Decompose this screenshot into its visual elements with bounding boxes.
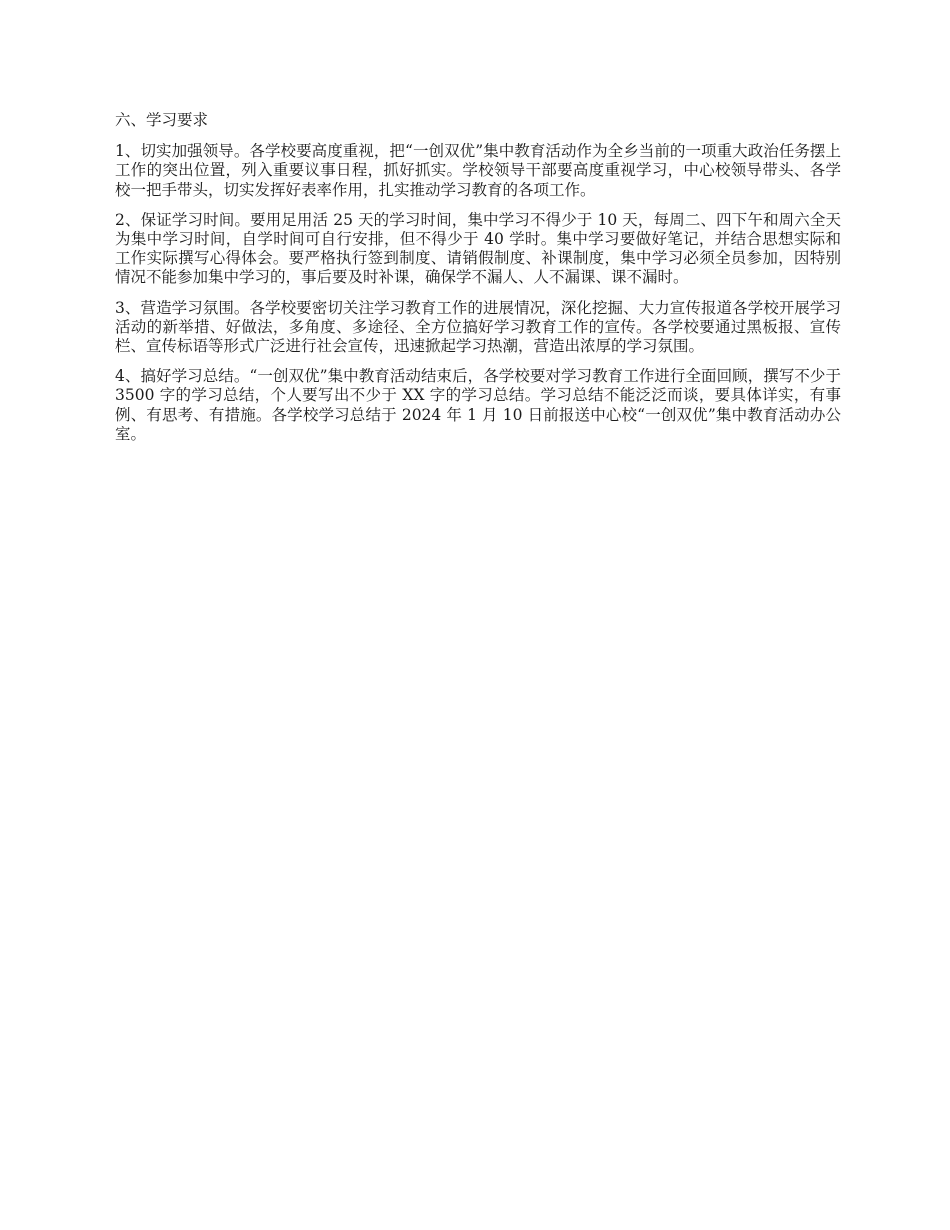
paragraph-study-time: 2、保证学习时间。要用足用活 25 天的学习时间，集中学习不得少于 10 天，每周二、四下午和周六全天为集中学习时间，自学时间可自行安排，但不得少于 40 学时。集中学习要做好笔记，并结合思想实际和工作实际撰写心得体会。要严格执行签到制度、请销假制度、补课制度，集中学习必须全员参加，因特别情况不能参加集中学习的，事后要及时补课，确保学不漏人、人不漏课、课不漏时。 <box>115 210 841 287</box>
paragraph-summary: 4、搞好学习总结。“一创双优”集中教育活动结束后，各学校要对学习教育工作进行全面回顾，撰写不少于 3500 字的学习总结，个人要写出不少于 XX 字的学习总结。学习总结不能泛泛而谈，要具体详实，有事例、有思考、有措施。各学校学习总结于 2024 年 1 月 10 日前报送中心校“一创双优”集中教育活动办公室。 <box>115 367 841 443</box>
section-heading: 六、学习要求 <box>115 111 209 129</box>
document-body <box>115 111 841 455</box>
paragraph-leadership: 1、切实加强领导。各学校要高度重视，把“一创双优”集中教育活动作为全乡当前的一项重大政治任务摆上工作的突出位置，列入重要议事日程，抓好抓实。学校领导干部要高度重视学习，中心校领导带头、各学校一把手带头，切实发挥好表率作用，扎实推动学习教育的各项工作。 <box>115 142 841 199</box>
paragraph-atmosphere: 3、营造学习氛围。各学校要密切关注学习教育工作的进展情况，深化挖掘、大力宣传报道各学校开展学习活动的新举措、好做法，多角度、多途径、全方位搞好学习教育工作的宣传。各学校要通过黑板报、宣传栏、宣传标语等形式广泛进行社会宣传，迅速掀起学习热潮，营造出浓厚的学习氛围。 <box>115 298 841 356</box>
